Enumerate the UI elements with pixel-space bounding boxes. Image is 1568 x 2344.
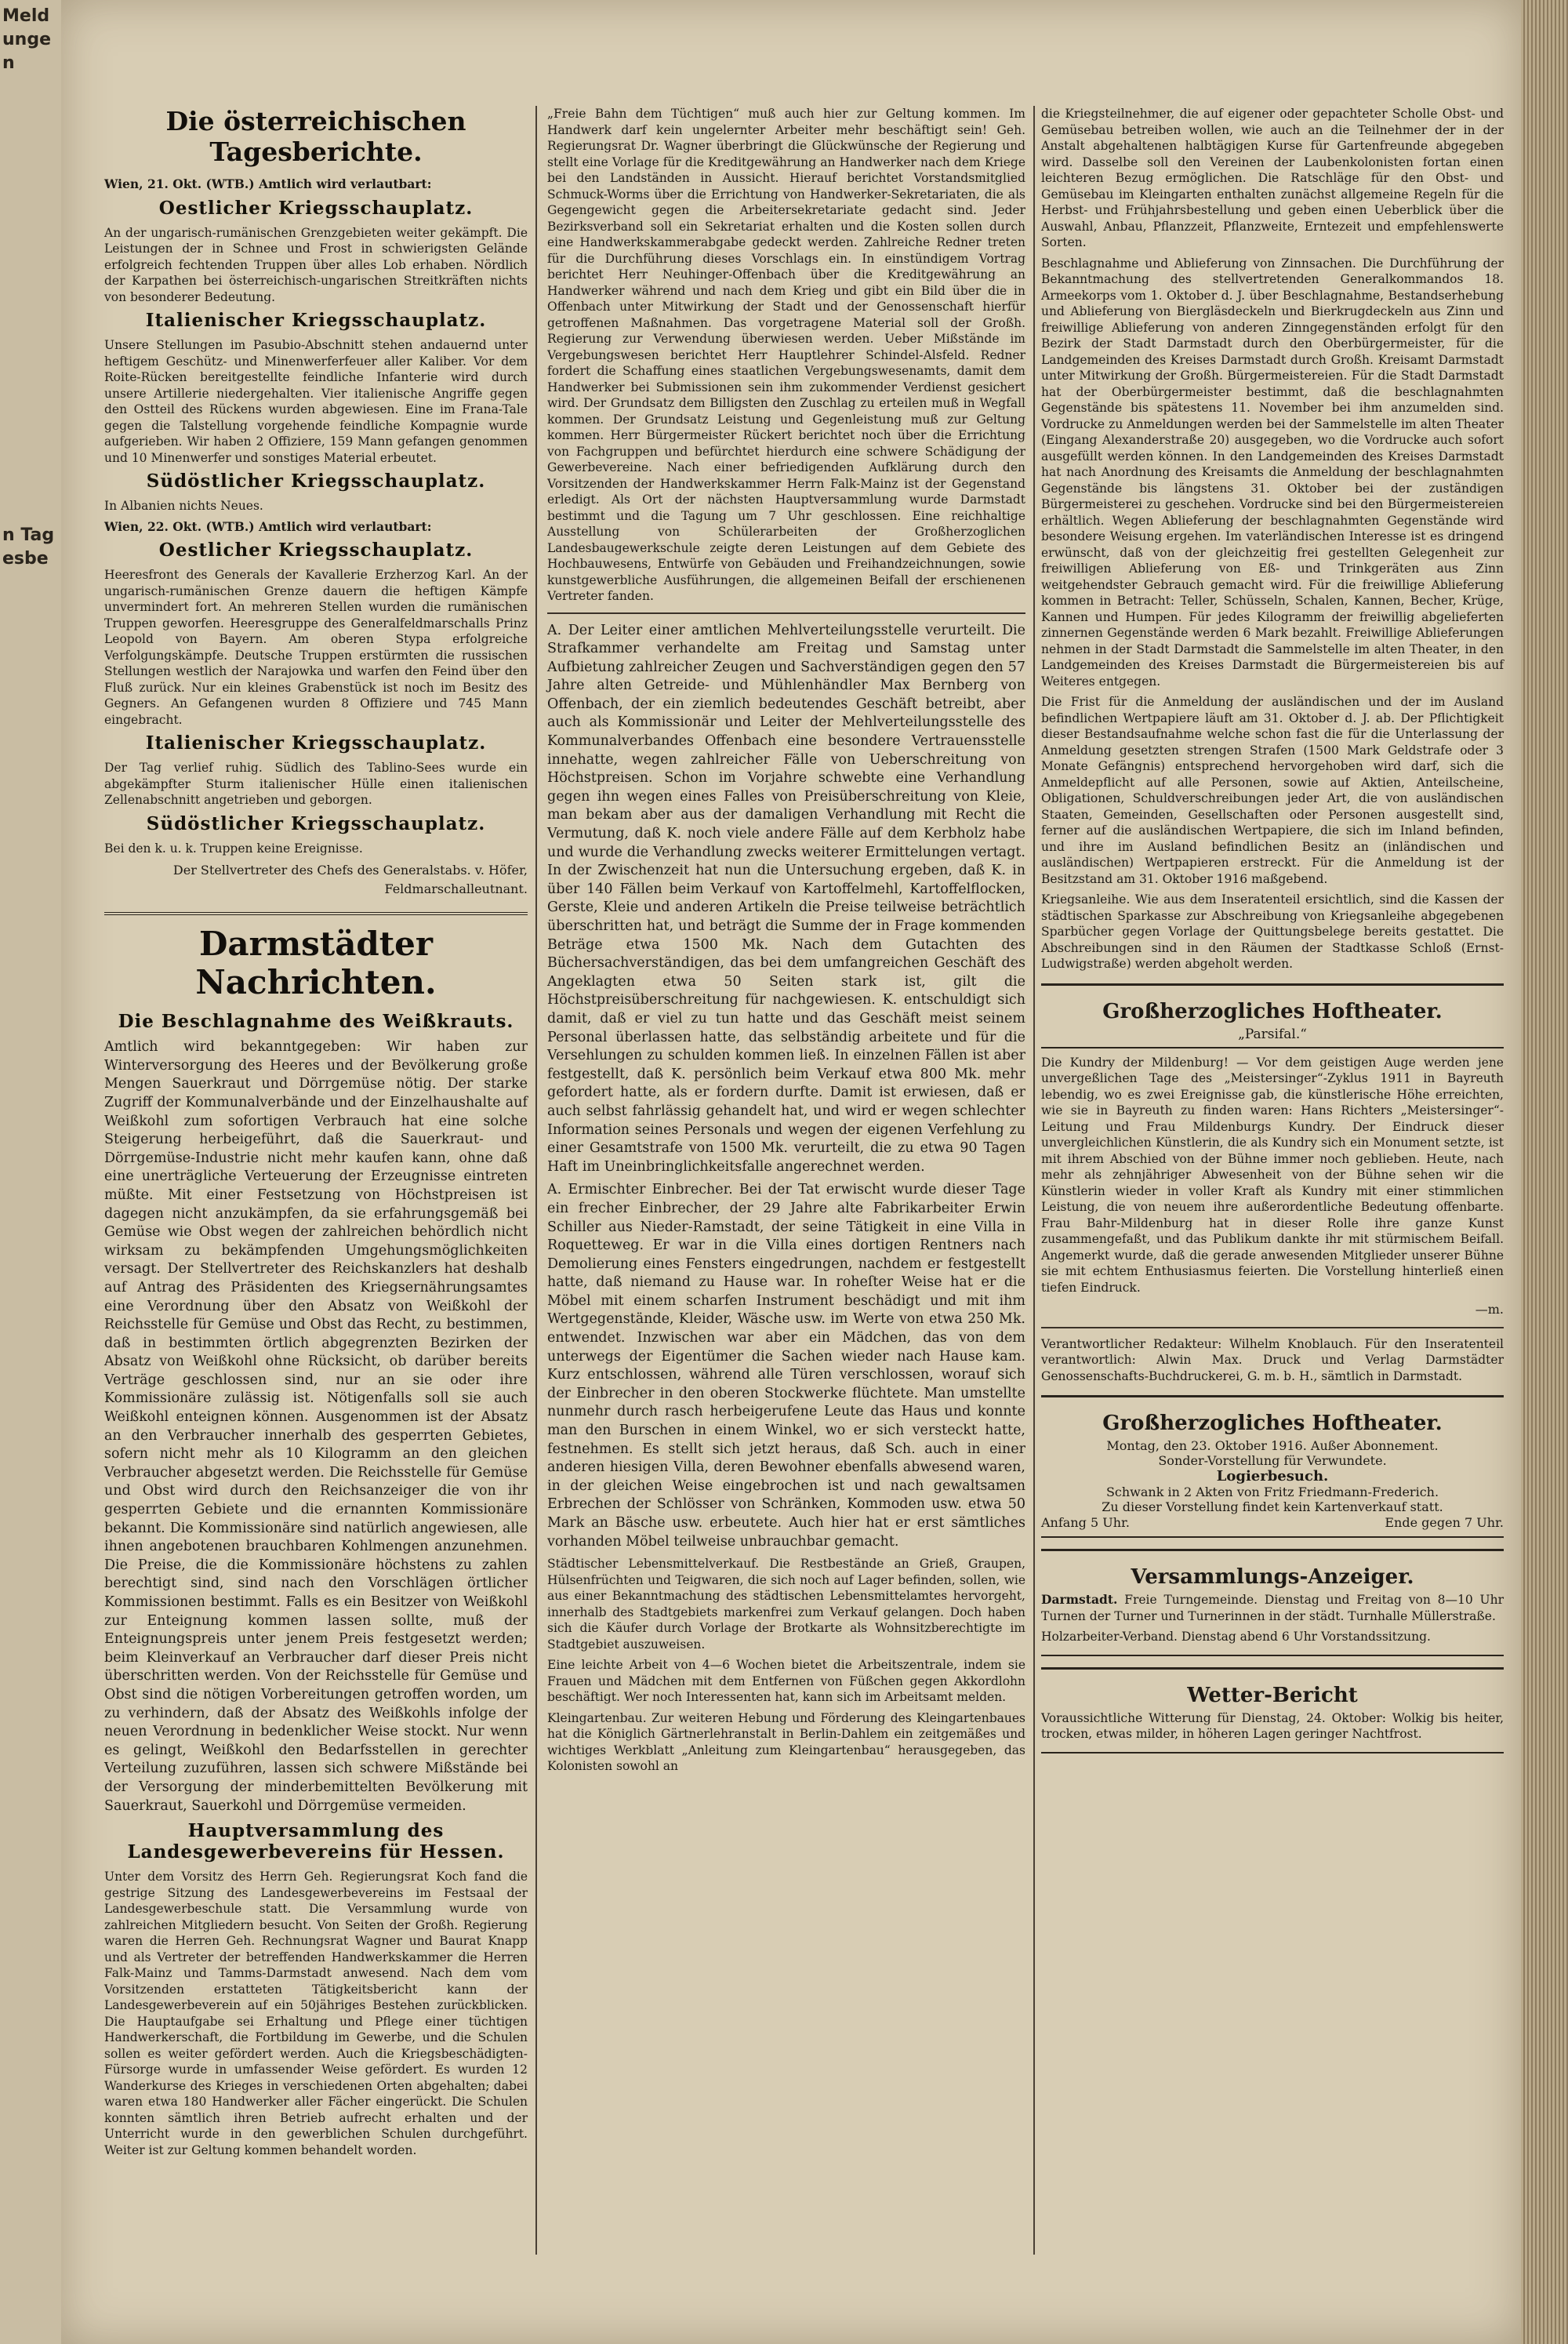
section-heading: Italienischer Kriegsschauplatz. <box>145 732 487 754</box>
report-text: In Albanien nichts Neues. <box>104 499 263 513</box>
article-text: A. Ermischter Einbrecher. Bei der Tat erwischt wurde dieser Tage ein frecher Einbrecher, der 29 Jahre alte Fabrikarbeiter Erwin Schiller aus Nieder-Ramstadt, der seine Tätigkeit in eine Villa in Roquetteweg. Er war in die Villa eines dortigen Rentners nach Demolierung eines Fensters eingedrungen, nachdem er festgestellt hatte, daß niemand zu Hause war. In roheſter Weise hat er die Möbel mit einem scharfen Instrument beschädigt und mit ihm Wertgegenstände, Kleider, Wäsche usw. im Werte von etwa 250 Mk. entwendet. Inzwischen war aber ein Mädchen, das von dem unterwegs der Eigentümer die Sachen wieder nach Hause kam. Kurz entschlossen, während alle Türen verschlossen, worauf sich der Einbrecher in den oberen Stockwerke flüchtete. Man umstellte nunmehr durch rasch herbeigerufene Leute das Haus und konnte man den Burschen in einem Winkel, wo er sich versteckt hatte, festnehmen. Es stellt sich jetzt heraus, daß Sch. auch in einer anderen hiesigen Villa, deren Bewohner ebenfalls abwesend waren, in der gleichen Weise eingebrochen ist und nach gewaltsamen Erbrechen der Schlösser von Schränken, Kommoden usw. etwa 50 Mark an Bäsche usw. erbeutete. Auch hier hat er erst sämtliches vorhanden Möbel teilweise unbrauchbar gemacht. <box>547 1182 1025 1550</box>
prev-page-fragment: n Tagesbe <box>2 525 55 569</box>
section-heading: Italienischer Kriegsschauplatz. <box>145 310 487 331</box>
ad-note: Zu dieser Vorstellung findet kein Kartenverkauf statt. <box>1102 1499 1443 1515</box>
article-text: Städtischer Lebensmittelverkauf. Die Restbestände an Grieß, Graupen, Hülsenfrüchten und Teigwaren, die sich noch auf Lager befinden, sollen, wie aus einer Bekanntmachung des städtischen Lebensmittelamtes hervorgeht, innerhalb des Stadtgebiets markenfrei zum Verkauf gelangen. Doch haben sich die Käufer durch Vorlage der Brotkarte als Wohnsitzberechtigte im Stadtgebiet auszuweisen. <box>547 1557 1025 1652</box>
prev-page-fragment: Meldungen <box>2 6 51 73</box>
report-text: Der Tag verlief ruhig. Südlich des Tablino-Sees wurde ein abgekämpfter Sturm italienischer Hülle einen italienischen Zellenabschnitt angetrieben und geborgen. <box>104 761 528 807</box>
column-1 <box>104 106 528 2163</box>
meetings-place: Darmstadt. <box>1041 1592 1118 1608</box>
dateline: Wien, 22. Okt. (WTB.) Amtlich wird verlautbart: <box>104 518 432 534</box>
ad-start: Anfang 5 Uhr. <box>1041 1515 1130 1531</box>
imprint: Verantwortlicher Redakteur: Wilhelm Knoblauch. Für den Inseratenteil verantwortlich: Alwin Max. Druck und Verlag Darmstädter Genossenschafts-Buchdruckerei, G. m. b. H., sämtlich in Darmstadt. <box>1041 1336 1504 1383</box>
meetings-title: Versammlungs-Anzeiger. <box>1131 1565 1414 1590</box>
book-binding <box>1521 0 1568 2344</box>
report-text: Heeresfront des Generals der Kavallerie Erzherzog Karl. An der ungarisch-rumänischen Grenze dauern die heftigen Kämpfe unvermindert fort. An mehreren Stellen wurden die rumänischen Truppen geworfen. Heeresgruppe des Generalfeldmarschalls Prinz Leopold von Bayern. Am oberen Stypa erfolgreiche Verfolgungskämpfe. Deutsche Truppen erstürmten die russischen Stellungen westlich der Narajowka und warfen den Feind über den Fluß zurück. Nur ein kleines Grabenstück ist noch im Besitz des Gegners. An Gefangenen wurden 8 Offiziere und 745 Mann eingebracht. <box>104 568 528 727</box>
article-text: Kleingartenbau. Zur weiteren Hebung und Förderung des Kleingartenbaues hat die Königlich Gärtnerlehranstalt in Berlin-Dahlem ein zeitgemäßes und wichtiges Werkblatt „Anleitung zum Kleingartenbau“ herausgegeben, das Kolonisten sowohl an <box>547 1710 1025 1774</box>
ad-title: Großherzogliches Hoftheater. <box>1102 1412 1443 1436</box>
article-text: Die Frist für die Anmeldung der ausländischen und der im Ausland befindlichen Wertpapiere läuft am 31. Oktober d. J. ab. Der Pflichtigkeit dieser Bestandsaufnahme welche schon fast die für die Unterlassung der Anmeldung gesetzten strengen Strafen (1500 Mark Geldstrafe oder 3 Monate Gefängnis) entsprechend hervorgehoben wird darf, sich die Anmeldepflicht auf alle Personen, sowie auf Aktien, Anteilscheine, Obligationen, Schuldverschreibungen jeder Art, die von ausländischen Staaten, Gemeinden, Gesellschaften oder Personen ausgestellt sind, ferner auf die ausländischen Wertpapiere, die sich im Inland befinden, und ihre im Ausland befindlichen Besitz an (inländischen und ausländischen) Wertpapieren erstreckt. Für die Anmeldung ist der Besitzstand am 31. Oktober 1916 maßgebend. <box>1041 695 1504 886</box>
signature: —m. <box>1475 1302 1504 1317</box>
column-2 <box>547 106 1025 1779</box>
meetings-text <box>1041 1592 1504 1624</box>
meeting-item: Holzarbeiter-Verband. Dienstag abend 6 Uhr Vorstandssitzung. <box>1041 1630 1431 1644</box>
weather-text: Voraussichtliche Witterung für Dienstag, 24. Oktober: Wolkig bis heiter, trocken, etwas milder, in höheren Lagen geringer Nachtfrost. <box>1041 1710 1504 1742</box>
ad-description: Schwank in 2 Akten von Fritz Friedmann-Frederich. <box>1105 1485 1439 1500</box>
darmstadt-news-title: Darmstädter Nachrichten. <box>104 912 528 1001</box>
signature: Der Stellvertreter des Chefs des Generalstabs. v. Höfer, Feldmarschalleutnant. <box>172 863 528 896</box>
article-text: Unter dem Vorsitz des Herrn Geh. Regierungsrat Koch fand die gestrige Sitzung des Landesgewerbevereins im Festsaal der Landesgewerbeschule statt. Die Versammlung wurde von zahlreichen Mitgliedern besucht. Von Seiten der Großh. Regierung waren die Herren Geh. Rechnungsrat Wagner und Baurat Knapp und als Vertreter der betreffenden Handwerkskammer die Herren Falk-Mainz und Tamms-Darmstadt anwesend. Nach dem vom Vorsitzenden erstatteten Tätigkeitsbericht kann der Landesgewerbeverein auf ein 50jähriges Bestehen zurückblicken. Die Hauptaufgabe sei Erhaltung und Pflege einer tüchtigen Handwerkerschaft, die Fortbildung im Gewerbe, und die Schulen sollen es weiter gefördert werden. Auch die Kriegsbeschädigten-Fürsorge wurde in umfassender Weise gefördert. Es wurden 12 Wanderkurse des Krieges in verschiedenen Orten abgehalten; dabei waren etwa 180 Handwerker aller Fächer eingerückt. Die Schulen konnten sämtlich ihren Betrieb aufrecht erhalten und der Unterricht wurde in den gewerblichen Schulen durchgeführt. Weiter ist zur Geltung kommen behandelt worden. <box>104 1870 528 2157</box>
article-title: Die Beschlagnahme des Weißkrauts. <box>118 1011 514 1033</box>
article-title: Hauptversammlung des Landesgewerbevereins für Hessen. <box>127 1820 505 1863</box>
ad-play: Logierbesuch. <box>1216 1468 1329 1485</box>
column-rule <box>535 106 537 2255</box>
previous-page-edge <box>0 0 64 2344</box>
ad-subtitle: Sonder-Vorstellung für Verwundete. <box>1158 1453 1387 1469</box>
divider <box>547 612 1025 614</box>
section-heading: Südöstlicher Kriegsschauplatz. <box>146 812 486 834</box>
article-text: Kriegsanleihe. Wie aus dem Inseratenteil ersichtlich, sind die Kassen der städtischen Sparkasse zur Abschreibung von Kriegsanleihe abgegebenen Sparbücher gegen Vorlage der Quittungsbelege bereits gestattet. Die Abschreibungen sind in den Räumen der Stadtkasse Schloß (Ernst-Ludwigstraße) werden abgeholt werden. <box>1041 892 1504 971</box>
section-heading: Oestlicher Kriegsschauplatz. <box>158 197 474 219</box>
article-text: Beschlagnahme und Ablieferung von Zinnsachen. Die Durchführung der Bekanntmachung des stellvertretenden Generalkommandos 18. Armeekorps vom 1. Oktober d. J. über Beschlagnahme, Bestandserhebung und Ablieferung von Biergläsdeckeln und Bierkrugdeckeln aus Zinn und freiwillige Ablieferung von anderen Zinngegenständen erfolgt für den Bezirk der Stadt Darmstadt durch den Oberbürgermeister, für die Landgemeinden des Kreises Darmstadt durch Großh. Kreisamt Darmstadt unter Mitwirkung der Großh. Bürgermeistereien. Für die Stadt Darmstadt hat der Oberbürgermeister bestimmt, daß die beschlagnahmten Gegenstände bis spätestens 11. November bei ihm anzumelden sind. Vordrucke zu Anmeldungen werden bei der Sammelstelle im alten Theater (Eingang Alexanderstraße 20) ausgegeben, wo die Vordrucke auch sofort ausgefüllt werden können. In den Landgemeinden des Kreises Darmstadt hat nach Anordnung des Kreisamts die Anmeldung der beschlagnahmten Gegenstände bis längstens 31. Oktober bei der zuständigen Bürgermeisterei zu geschehen. Vordrucke sind bei den Bürgermeistereien erhältlich. Wegen Ablieferung der beschlagnahmten Gegenstände wird besondere Weisung ergehen. Im vaterländischen Interesse ist es dringend erwünscht, daß von der gleichzeitig frei gestellten Gelegenheit zur freiwilligen Ablieferung von Eß- und Trinkgeräten aus Zinn weitgehendster Gebrauch gemacht wird. Für die freiwillige Ablieferung kommen in Betracht: Teller, Schüsseln, Schalen, Kannen, Becher, Krüge, Kannen und Humpen. Für jedes Kilogramm der freiwillig abgelieferten zinnernen Gegenstände werden 6 Mark bezahlt. Freiwillige Ablieferungen nehmen in der Stadt Darmstadt die Sammelstelle im alten Theater, in den Landgemeinden des Kreises Darmstadt die Bürgermeistereien bis auf Weiteres entgegen. <box>1041 256 1504 689</box>
newspaper-page <box>61 0 1521 2344</box>
article-text: Die Kundry der Mildenburg! — Vor dem geistigen Auge werden jene unvergeßlichen Tage des „Meistersinger“-Zyklus 1911 in Bayreuth lebendig, wo es zwei Ereignisse gab, die künstlerische Höhe erreichten, wie sie in Bayreuth zu finden waren: Hans Richters „Meistersinger“-Leitung und Frau Mildenburgs Kundry. Der Eindruck dieser unvergleichlichen Künstlerin, die als Kundry sich ein Monument setzte, ist mit ihrem Abschied von der Bühne immer noch geblieben. Heute, nach mehr als zehnjähriger Abwesenheit von der Bühne sehen wir die Künstlerin wieder in voller Kraft als Kundry mit einer stimmlichen Leistung, die von neuem ihre außerordentliche Bedeutung offenbarte. Frau Bahr-Mildenburg hat in dieser Rolle ihre ganze Kunst zusammengefaßt, und das Publikum dankte ihr mit stürmischem Beifall. Angemerkt wurde, daß die gerade anwesenden Mitglieder unserer Bühne sie mit echtem Enthusiasmus feierten. Die Vorstellung hinterließ einen tiefen Eindruck. <box>1041 1055 1504 1295</box>
article-text: die Kriegsteilnehmer, die auf eigener oder gepachteter Scholle Obst- und Gemüsebau betreiben wollen, wie auch an die Teilnehmer der in der Anstalt abgehaltenen halbtägigen Kurse für Gartenfreunde abgegeben wird. Dasselbe soll den Vereinen der Laubenkolonisten fortan einen leichteren Bezug ermöglichen. Die Ratschläge für den Obst- und Gemüsebau im Kleingarten enthalten zunächst allgemeine Regeln für die Herbst- und Frühjahrsbestellung und geben einen Ueberblick über die Auswahl, Anbau, Pflanzzeit, Pflanzweite, Erntezeit und empfehlenswerte Sorten. <box>1041 107 1504 249</box>
column-3 <box>1041 106 1504 1760</box>
weather-title: Wetter-Bericht <box>1187 1683 1358 1707</box>
theater-ad <box>1041 1395 1504 1538</box>
ad-date: Montag, den 23. Oktober 1916. Außer Abonnement. <box>1106 1438 1439 1454</box>
article-text: A. Der Leiter einer amtlichen Mehlverteilungsstelle verurteilt. Die Strafkammer verhandelte am Freitag und Samstag unter Aufbietung zahlreicher Zeugen und Sachverständigen gegen den 57 Jahre alten Getreide- und Mühlenhändler Max Bernberg von Offenbach, der ein ziemlich bedeutendes Geschäft betreibt, aber auch als Kommissionär und Leiter der Mehlverteilungsstelle des Kommunalverbandes Offenbach eine besondere Vertrauensstelle innehatte, wegen zahlreicher Fälle von Ueberschreitung von Höchstpreisen. Schon im Vorjahre schwebte eine Verhandlung gegen ihn wegen eines Falles von Preisüberschreitung von Kleie, man bekam aber aus der damaligen Verhandlung mit Recht die Vermutung, daß K. noch viele andere Fälle auf dem Kerbholz habe und wurde die Verhandlung zwecks weiterer Ermittelungen vertagt. In der Zwischenzeit hat nun die Untersuchung ergeben, daß K. in über 140 Fällen beim Verkauf von Kartoffelmehl, Kartoffelflocken, Gerste, Kleie und anderen Artikeln die Preise teilweise beträchtlich überschritten hat, und beträgt die Summe der in Frage kommenden Beträge etwa 1500 Mk. Nach dem Gutachten des Büchersachverständigen, das bei dem umfangreichen Geschäft des Angeklagten etwa 50 Seiten stark ist, gilt die Höchstpreisüberschreitung für nachgewiesen. K. entschuldigt sich damit, daß er viel zu tun hatte und das Geschäft meist seinem Personal überlassen hatte, das selbständig arbeitete und für die Versehlungen zu schulden kommen ließ. In einzelnen Fällen ist aber festgestellt, daß K. persönlich beim Verkauf etwa 800 Mk. mehr gefordert hatte, als er fordern durfte. Damit ist erwiesen, daß er auch selbst fahrlässig gehandelt hat, und wird er wegen schlechter Information seines Personals und wegen der eigenen Verfehlung zu einer Gesamtstrafe von 1500 Mk. verurteilt, die zu etwa 90 Tagen Haft im Uneinbringlichkeitsfalle angerechnet werden. <box>547 622 1025 1175</box>
subtitle: „Parsifal.“ <box>1238 1026 1307 1042</box>
ad-times <box>1041 1514 1504 1532</box>
theater-review-header <box>1041 983 1504 1048</box>
meeting-item: Freie Turngemeinde. Dienstag und Freitag von 8—10 Uhr Turnen der Turner und Turnerinnen in der städt. Turnhalle Müllerstraße. <box>1041 1593 1504 1623</box>
report-text: Bei den k. u. k. Truppen keine Ereignisse. <box>104 841 363 856</box>
divider <box>1041 1327 1504 1328</box>
article-text: Eine leichte Arbeit von 4—6 Wochen bietet die Arbeitszentrale, indem sie Frauen und Mädchen mit dem Entfernen von Füßchen gegen Akkordlohn beschäftigt. Wer noch Interessenten hat, kann sich im Arbeitsamt melden. <box>547 1658 1025 1705</box>
report-text: An der ungarisch-rumänischen Grenzgebieten weiter gekämpft. Die Leistungen der in Schnee und Frost in schwierigsten Gelände erfolgreich fechtenden Truppen über alles Lob erhaben. Nördlich der Karpathen bei österreichisch-ungarischen Streitkräften nichts von besonderer Bedeutung. <box>104 225 528 304</box>
meetings-box <box>1041 1549 1504 1656</box>
report-text: Unsere Stellungen im Pasubio-Abschnitt stehen andauernd unter heftigem Geschütz- und Minenwerferfeuer aller Kaliber. Vor dem Roite-Rücken bereitgestellte feindliche Infanterie wird durch unsere Artillerie niedergehalten. Vier italienische Angriffe gegen den Ostteil des Rückens wurden abgewiesen. Eine im Frana-Tale gegen die Talstellung vorgehende feindliche Kompagnie wurde aufgerieben. Wir haben 2 Offiziere, 159 Mann gefangen genommen und 10 Minenwerfer und sonstiges Material erbeutet. <box>104 338 528 465</box>
section-heading: Südöstlicher Kriegsschauplatz. <box>146 471 486 492</box>
article-text: Amtlich wird bekanntgegeben: Wir haben zur Winterversorgung des Heeres und der Bevölkerung große Mengen Sauerkraut und Dörrgemüse nötig. Der starke Zugriff der Kommunalverbände und der Einzelhaushalte auf Weißkohl zum sofortigen Verbrauch hat eine solche Steigerung herbeigeführt, daß die Sauerkraut- und Dörrgemüse-Industrie nicht mehr kaufen kann, ohne daß eine unerträgliche Verteuerung der Erzeugnisse eintreten müßte. Mit einer Festsetzung von Höchstpreisen ist dagegen nicht anzukämpfen, da sie erfahrungsgemäß bei Gemüse wie Obst wegen der zahlreichen behördlich nicht wirksam zu bekämpfenden Umgehungsmöglichkeiten versagt. Der Stellvertreter des Reichskanzlers hat deshalb auf Antrag des Präsidenten des Kriegsernährungsamtes eine Verordnung über den Absatz von Weißkohl der Reichsstelle für Gemüse und Obst das Recht, zu bestimmen, daß in bestimmten örtlich abgegrenzten Bezirken der Absatz von Weißkohl ohne Rücksicht, ob darüber bereits Verträge geschlossen sind, nur an sie oder ihre Kommissionäre zulässig ist. Nötigenfalls soll sie auch Weißkohl enteignen können. Ausgenommen ist der Absatz an den Verbraucher innerhalb des gesperrten Gebietes, sofern nicht mehr als 10 Kilogramm an den gleichen Verbraucher abgesetzt werden. Die Reichsstelle für Gemüse und Obst wird durch den Reichsanzeiger die von ihr gesperrten Gebiete und die ernannten Kommissionäre bekannt. Die Kommissionäre sind natürlich angewiesen, alle ihnen angebotenen brauchbaren Kohlmengen anzunehmen. Die Preise, die die Kommissionäre höchstens zu zahlen berechtigt sind, sind nach den Vorschlägen örtlicher Kommissionen bestimmt. Falls es ein Besitzer von Weißkohl zur Enteignung kommen lassen sollte, muß der Enteignungspreis unter jenem Preis festgesetzt werden; beim Kleinverkauf an Verbraucher darf dieser Preis nicht überschritten werden. Von der Reichsstelle für Gemüse und Obst sind die nötigen Vorbereitungen getroffen worden, um zu verhindern, daß der Absatz des Weißkohls infolge der neuen Verordnung in bedenklicher Weise stockt. Nur wenn es gelingt, Weißkohl den Bedarfsstellen in gerechter Verteilung zuzuführen, lassen sich schwere Mißstände bei der Versorgung der minderbemittelten Bevölkerung mit Sauerkraut, Sauerkohl und Dörrgemüse vermeiden. <box>104 1039 528 1814</box>
dateline: Wien, 21. Okt. (WTB.) Amtlich wird verlautbart: <box>104 176 432 191</box>
austria-reports-title: Die österreichischen Tagesberichte. <box>165 106 466 167</box>
weather-box <box>1041 1667 1504 1753</box>
section-heading: Oestlicher Kriegsschauplatz. <box>158 540 474 561</box>
article-text: „Freie Bahn dem Tüchtigen“ muß auch hier zur Geltung kommen. Im Handwerk darf kein ungelernter Arbeiter mehr beschäftigt sein! Geh. Regierungsrat Dr. Wagner überbringt die Glückwünsche der Regierung und stellt eine Vorlage für die Kreditgewährung an Handwerker nach dem Kriege bei den Landständen in Aussicht. Hierauf berichtet Vorstandsmitglied Schmuck-Worms über die Errichtung von Handwerker-Sekretariaten, die als Gegengewicht gegen die Arbeitersekretariate gedacht sind. Jeder Bezirksverband soll ein Sekretariat erhalten und die Kosten sollen durch eine Handwerkskammerabgabe gedeckt werden. Zahlreiche Redner treten für die Durchführung dieses Vorschlags ein. In einstündigem Vortrag berichtet Herr Neuhinger-Offenbach über die Kreditgewährung an Handwerker während und nach dem Krieg und gibt ein Bild über die in Offenbach unter Mitwirkung der Stadt und der Genossenschaft hierfür getroffenen Maßnahmen. Das vorgetragene Material soll der Großh. Regierung zur Verwendung überwiesen werden. Ueber Mißstände im Vergebungswesen berichtet Herr Hauptlehrer Schindel-Alsfeld. Redner fordert die Schaffung eines staatlichen Vergebungswesenamts, damit dem Handwerker bei Submissionen sein ihm zukommender Verdienst gesichert wird. Der Grundsatz dem Billigsten den Zuschlag zu erteilen muß in Wegfall kommen. Der Grundsatz Leistung und Gegenleistung muß zur Geltung kommen. Herr Bürgermeister Rückert berichtet noch über die Errichtung von Fachgruppen und befürchtet hierdurch eine schwere Schädigung der Gewerbevereine. Nach einer befriedigenden Aufklärung durch den Vorsitzenden der Handwerkskammer Herrn Falk-Mainz ist der Gegenstand erledigt. Als Ort der nächsten Hauptversammlung wurde Darmstadt bestimmt und die Tagung um 7 Uhr geschlossen. Eine reichhaltige Ausstellung von Schülerarbeiten der Großherzoglichen Landesbaugewerkschule zeigte deren Leistungen auf dem Gebiete des Hochbauwesens, Entwürfe von Gebäuden und Freihandzeichnungen, sowie kunstgewerbliche Ausführungen, die allgemeinen Beifall der erschienenen Vertreter fanden. <box>547 107 1025 603</box>
article-title: Großherzogliches Hoftheater. <box>1102 999 1443 1023</box>
ad-end: Ende gegen 7 Uhr. <box>1385 1515 1504 1531</box>
column-rule <box>1033 106 1035 2255</box>
